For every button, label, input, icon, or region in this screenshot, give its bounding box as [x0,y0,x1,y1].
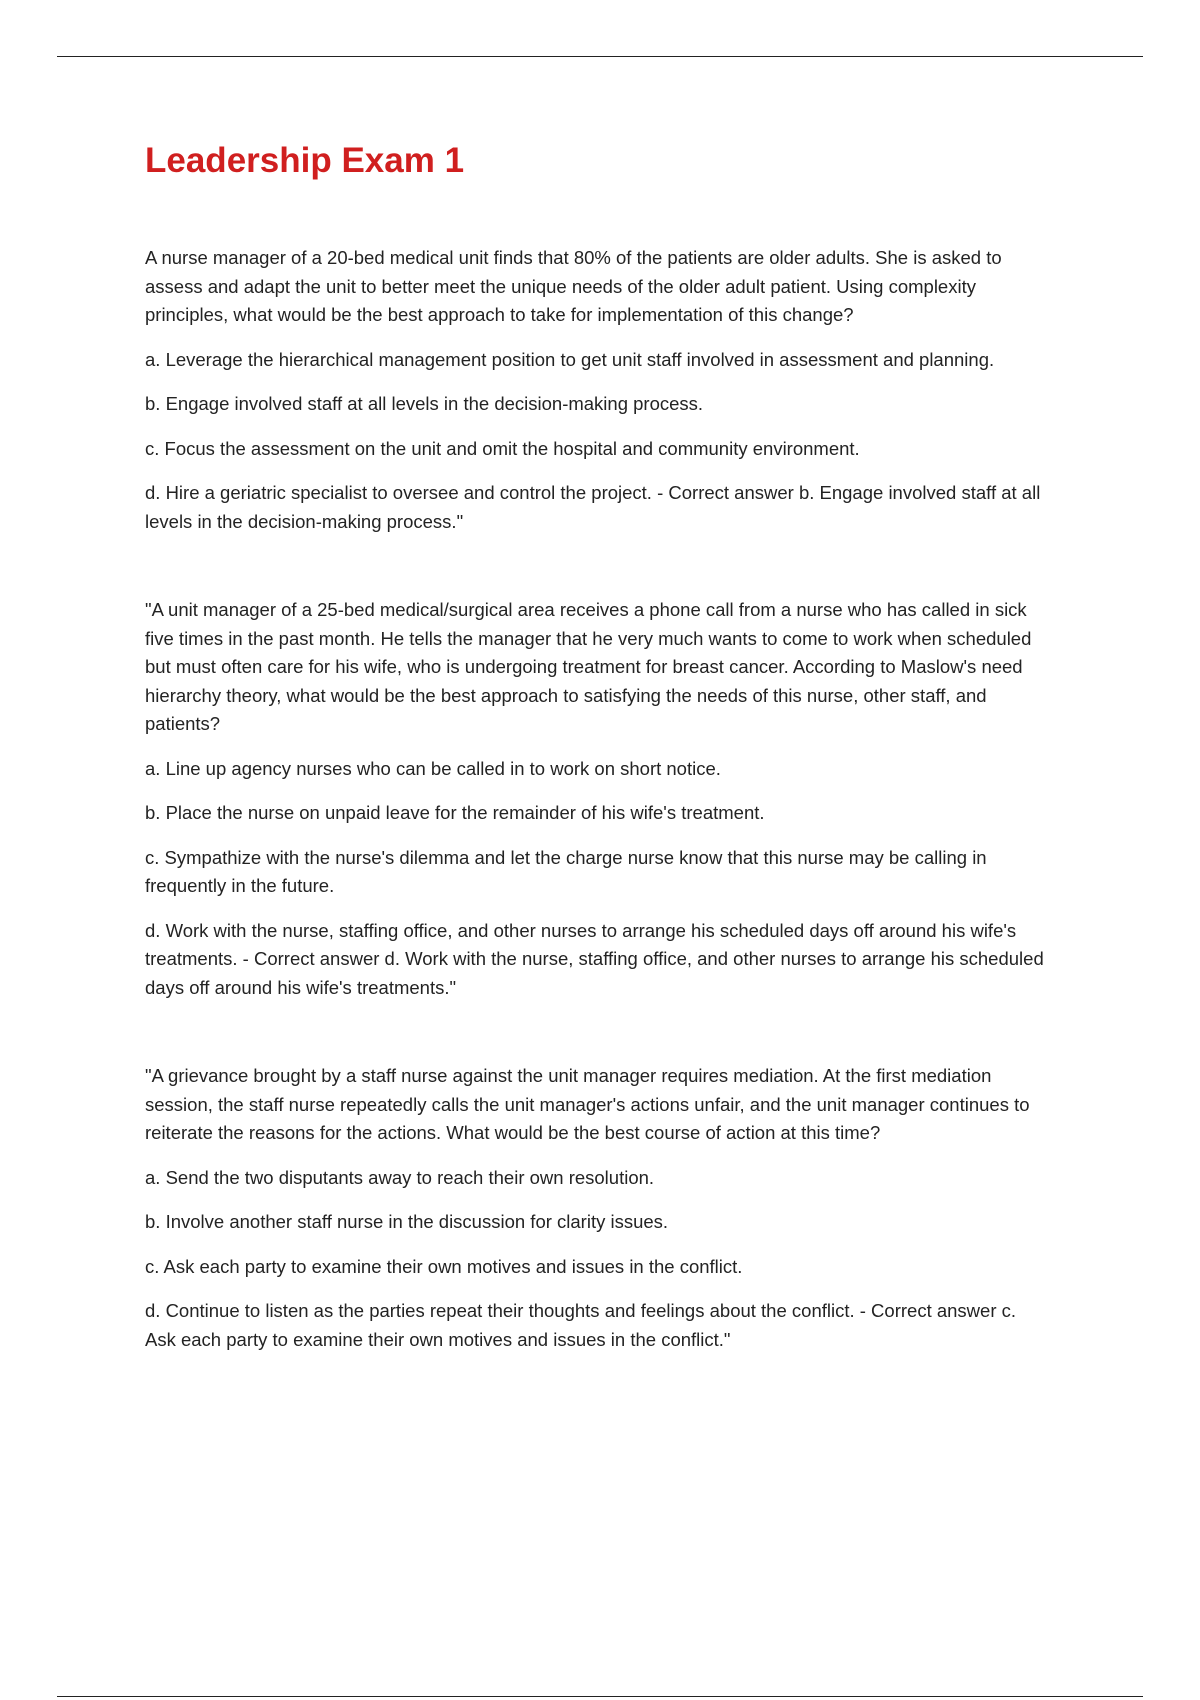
page-top-rule [57,56,1143,57]
answer-option-c: c. Focus the assessment on the unit and omit the hospital and community environment. [145,437,860,459]
answer-option-b: b. Place the nurse on unpaid leave for the remainder of his wife's treatment. [145,802,765,823]
question-3 [145,1062,1050,1354]
question-stem: "A grievance brought by a staff nurse against the unit manager requires mediation. At the first mediation session, the staff nurse repeatedly calls the unit manager's actions unfair, and the unit manager continues to reiterate the reasons for the actions. What would be the best course of action at this time? [145,1065,1030,1143]
answer-option-c: c. Ask each party to examine their own motives and issues in the conflict. [145,1255,743,1277]
answer-option-b: b. Involve another staff nurse in the discussion for clarity issues. [145,1211,669,1232]
question-stem: A nurse manager of a 20-bed medical unit finds that 80% of the patients are older adults. She is asked to assess and adapt the unit to better meet the unique needs of the older adult patient. Using complexity principles, what would be the best approach to take for implementation of this change? [145,247,1002,325]
answer-option-d: d. Hire a geriatric specialist to oversee and control the project. - Correct answer b. Engage involved staff at all levels in the decision-making process." [145,482,1041,532]
document-body [145,140,1050,1414]
answer-option-c: c. Sympathize with the nurse's dilemma and let the charge nurse know that this nurse may be calling in frequently in the future. [145,846,987,896]
answer-option-a: a. Send the two disputants away to reach their own resolution. [145,1166,655,1188]
page-bottom-rule [57,1696,1143,1697]
answer-option-b: b. Engage involved staff at all levels in the decision-making process. [145,393,704,414]
answer-option-a: a. Leverage the hierarchical management position to get unit staff involved in assessment and planning. [145,348,995,370]
question-stem: "A unit manager of a 25-bed medical/surgical area receives a phone call from a nurse who has called in sick five times in the past month. He tells the manager that he very much wants to come to work when scheduled but must often care for his wife, who is undergoing treatment for breast cancer. According to Maslow's need hierarchy theory, what would be the best approach to satisfying the needs of this nurse, other staff, and patients? [145,599,1032,734]
question-2 [145,596,1050,1002]
answer-option-d: d. Continue to listen as the parties repeat their thoughts and feelings about the conflict. - Correct answer c. Ask each party to examine their own motives and issues in the conflict." [145,1300,1017,1350]
question-1 [145,244,1050,536]
answer-option-a: a. Line up agency nurses who can be called in to work on short notice. [145,757,721,779]
page-title: Leadership Exam 1 [145,141,465,180]
answer-option-d: d. Work with the nurse, staffing office, and other nurses to arrange his scheduled days off around his wife's treatments. - Correct answer d. Work with the nurse, staffing office, and other nurses to arrange his scheduled days off around his wife's treatments." [145,919,1044,998]
